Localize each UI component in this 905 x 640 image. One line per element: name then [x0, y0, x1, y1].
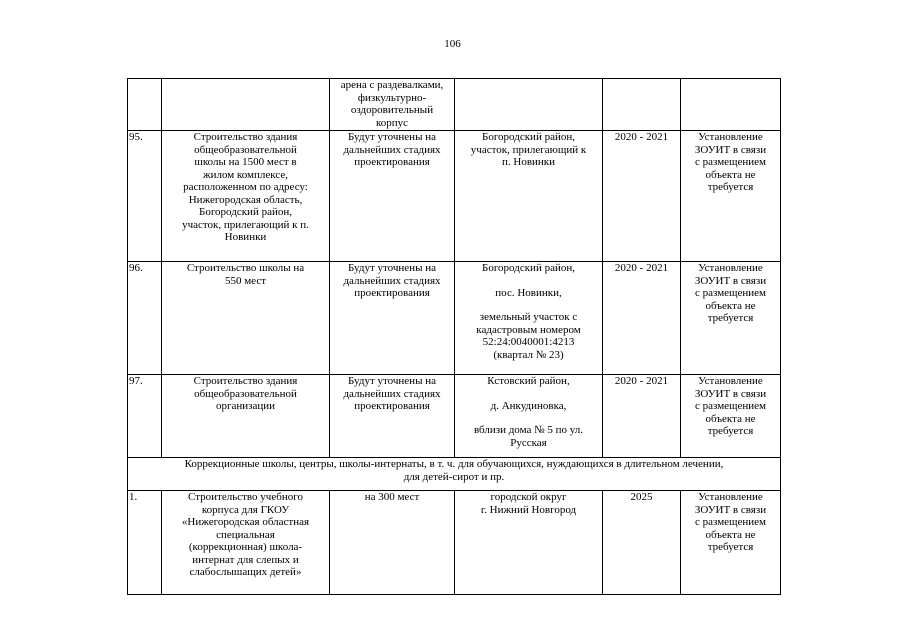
cell-line: Установление [698, 491, 763, 503]
cell-zouit [681, 375, 781, 458]
cell-line: требуется [707, 425, 754, 437]
cell-zouit [681, 491, 781, 595]
cell-line: 550 мест [224, 274, 267, 287]
cell-line: жилом комплексе, [203, 168, 288, 181]
table-row [128, 491, 781, 595]
cell-object-name [162, 491, 330, 595]
cell-line: проектирования [354, 400, 430, 412]
cell-line: оздоровительный [350, 104, 434, 116]
cell-line: Кстовский район, [487, 375, 570, 387]
cell-period: 2020 - 2021 [603, 262, 681, 375]
cell-line: «Нижегородская областная [181, 516, 310, 528]
cell-line: требуется [707, 541, 754, 553]
cell-capacity [330, 375, 455, 458]
cell-line: Строительство здания [193, 131, 298, 143]
cell-number: 96. [128, 262, 162, 375]
cell-line: дальнейших стадиях [343, 274, 441, 287]
cell-object-name [162, 375, 330, 458]
cell-line: общеобразовательной [194, 387, 297, 400]
cell-zouit [681, 131, 781, 262]
cell-object-name [162, 262, 330, 375]
cell-location [455, 491, 603, 595]
cell-capacity [330, 79, 455, 131]
cell-line: требуется [707, 181, 754, 193]
cell-line: расположенном по адресу: [183, 181, 308, 193]
cell-line: (квартал № 23) [493, 348, 564, 361]
cell-period: 2025 [603, 491, 681, 595]
cell-line: арена с раздевалками, [340, 79, 444, 91]
cell-line: Нижегородская область, [188, 193, 303, 206]
cell-line: Будут уточнены на [348, 131, 436, 143]
cell-line: г. Нижний Новгород [480, 503, 577, 516]
cell-line: Богородский район, [199, 206, 292, 218]
cell-line: корпуса для ГКОУ [201, 503, 290, 516]
cell-zouit [681, 262, 781, 375]
table-row [128, 262, 781, 375]
cell-line: Будут уточнены на [348, 262, 436, 274]
cell-line: школы на 1500 мест в [194, 156, 297, 168]
cell-period: 2020 - 2021 [603, 375, 681, 458]
cell-line: объекта не [705, 412, 756, 425]
cell-location [455, 375, 603, 458]
cell-object-name [162, 79, 330, 131]
cell-line: Богородский район, [482, 131, 575, 143]
table-row [128, 375, 781, 458]
cell-capacity [330, 131, 455, 262]
cell-capacity [330, 491, 455, 595]
cell-line: городской округ [490, 491, 567, 503]
line-gap [457, 299, 600, 311]
cell-line: Новинки [224, 231, 267, 243]
cell-number [128, 79, 162, 131]
cell-number: 1. [128, 491, 162, 595]
cell-line: кадастровым номером [476, 323, 581, 336]
cell-period [603, 79, 681, 131]
cell-line: Русская [510, 436, 547, 449]
cell-number: 95. [128, 131, 162, 262]
section-header [128, 458, 781, 491]
cell-line: требуется [707, 312, 754, 324]
cell-line: для детей-сирот и пр. [403, 470, 505, 483]
cell-line: ЗОУИТ в связи [694, 387, 767, 400]
cell-zouit [681, 79, 781, 131]
cell-location [455, 79, 603, 131]
cell-line: интернат для слепых и [192, 553, 299, 566]
line-gap [457, 275, 600, 287]
table-row [128, 79, 781, 131]
cell-line: специальная [216, 528, 275, 541]
cell-line: слабослышащих детей» [189, 566, 302, 578]
cell-line: вблизи дома № 5 по ул. [473, 424, 584, 436]
cell-line: ЗОУИТ в связи [694, 503, 767, 516]
cell-line: (коррекционная) школа- [188, 541, 303, 553]
cell-line: общеобразовательной [194, 143, 297, 156]
cell-line: ЗОУИТ в связи [694, 274, 767, 287]
cell-line: корпус [375, 116, 409, 129]
cell-line: проектирования [354, 287, 430, 299]
cell-line: проектирования [354, 156, 430, 168]
cell-line: организации [215, 400, 276, 412]
page-number: 106 [444, 38, 461, 50]
cell-object-name [162, 131, 330, 262]
cell-capacity [330, 262, 455, 375]
cell-line: земельный участок с [479, 311, 578, 323]
cell-line: п. Новинки [501, 156, 556, 168]
cell-line: Строительство учебного [188, 491, 303, 503]
line-gap [457, 388, 600, 400]
construction-table [127, 78, 781, 595]
cell-line: пос. Новинки, [495, 286, 562, 299]
cell-line: физкультурно- [357, 91, 427, 104]
cell-line: Богородский район, [482, 262, 575, 274]
cell-line: Установление [698, 131, 763, 143]
cell-line: Строительство школы на [186, 262, 305, 274]
cell-location [455, 131, 603, 262]
cell-line: дальнейших стадиях [343, 143, 441, 156]
cell-line: объекта не [705, 528, 756, 541]
table-row [128, 131, 781, 262]
cell-line: с размещением [694, 400, 767, 412]
cell-line: участок, прилегающий к п. [182, 218, 309, 231]
cell-line: объекта не [705, 299, 756, 312]
cell-period: 2020 - 2021 [603, 131, 681, 262]
cell-location [455, 262, 603, 375]
cell-line: 52:24:0040001:4213 [482, 336, 575, 348]
cell-line: объекта не [705, 168, 756, 181]
cell-line: Будут уточнены на [348, 375, 436, 387]
cell-line: на 300 мест [364, 491, 420, 503]
cell-line: Строительство здания [193, 375, 298, 387]
cell-line: Коррекционные школы, центры, школы-интернаты, в т. ч. для обучающихся, нуждающихся в длительном лечении, [184, 458, 724, 470]
cell-line: Установление [698, 262, 763, 274]
cell-line: дальнейших стадиях [343, 387, 441, 400]
table-row [128, 458, 781, 491]
line-gap [457, 412, 600, 424]
cell-line: ЗОУИТ в связи [694, 143, 767, 156]
cell-line: с размещением [694, 516, 767, 528]
cell-number: 97. [128, 375, 162, 458]
cell-line: Установление [698, 375, 763, 387]
cell-line: с размещением [694, 156, 767, 168]
table-body [128, 79, 781, 595]
cell-line: с размещением [694, 287, 767, 299]
cell-line: д. Анкудиновка, [490, 399, 567, 412]
cell-line: участок, прилегающий к [470, 143, 587, 156]
